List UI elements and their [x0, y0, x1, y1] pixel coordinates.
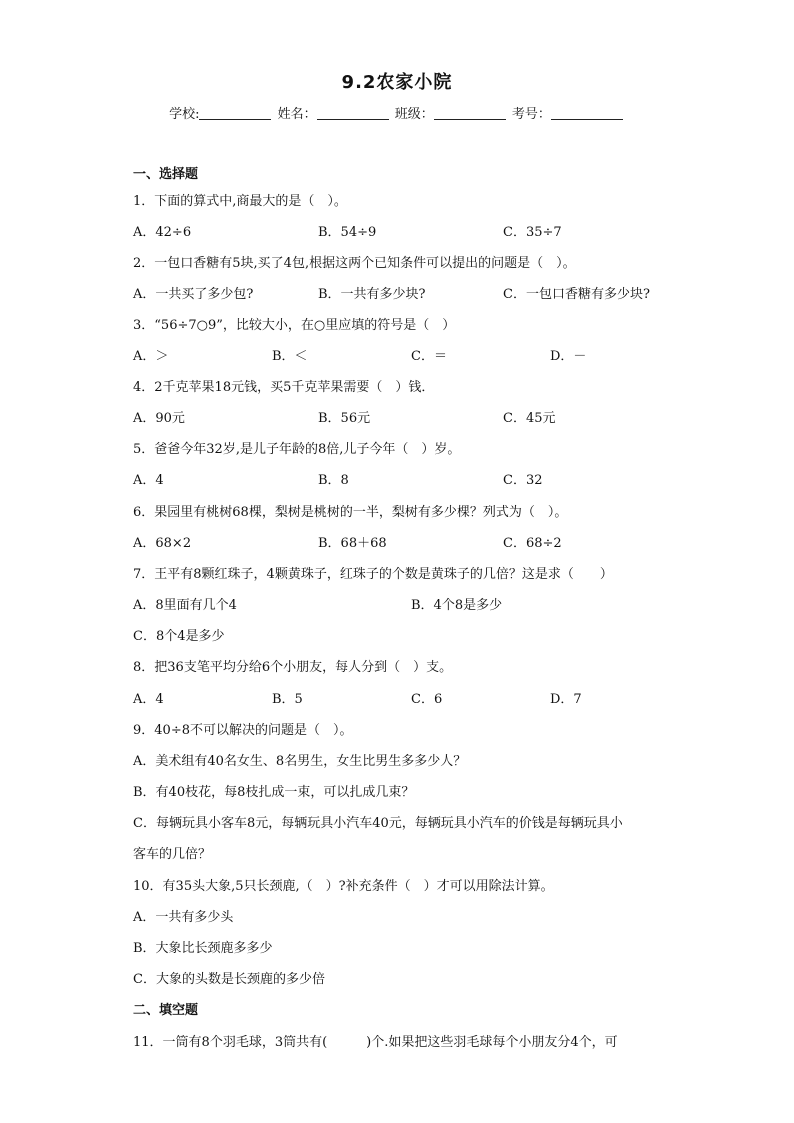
- question-2-option-b[interactable]: B．一共有多少块?: [318, 287, 426, 302]
- exam-number-label: 考号：: [511, 107, 551, 122]
- question-1-stem: 1．下面的算式中,商最大的是（ ）。: [133, 194, 347, 209]
- question-4-option-b[interactable]: B．56元: [318, 411, 371, 426]
- question-7-option-a[interactable]: A．8里面有几个4: [133, 598, 237, 613]
- question-4-option-c[interactable]: C．45元: [503, 411, 556, 426]
- question-8-option-d[interactable]: D．7: [550, 692, 582, 707]
- question-9-option-b[interactable]: B．有40枝花，每8枝扎成一束，可以扎成几束？: [133, 785, 415, 800]
- question-1-option-b[interactable]: B．54÷9: [318, 225, 377, 240]
- question-7-option-c[interactable]: C．8个4是多少: [133, 629, 225, 644]
- question-3-option-c[interactable]: C．＝: [411, 349, 447, 364]
- section-heading-choice: 一、选择题: [133, 167, 199, 182]
- question-10-stem: 10．有35头大象,5只长颈鹿,（ ）?补充条件（ ）才可以用除法计算。: [133, 879, 554, 894]
- question-7-option-b[interactable]: B．4个8是多少: [411, 598, 503, 613]
- question-9-option-a[interactable]: A．美术组有40名女生、8名男生，女生比男生多多少人？: [133, 754, 467, 769]
- question-6-option-b[interactable]: B．68＋68: [318, 536, 387, 551]
- question-8-stem: 8．把36支笔平均分给6个小朋友，每人分到（ ）支。: [133, 660, 453, 675]
- question-5-stem: 5．爸爸今年32岁,是儿子年龄的8倍,儿子今年（ ）岁。: [133, 442, 461, 457]
- class-label: 班级：: [394, 107, 434, 122]
- question-1-option-a[interactable]: A．42÷6: [133, 225, 192, 240]
- question-10-option-a[interactable]: A．一共有多少头: [133, 910, 234, 925]
- school-label: 学校:: [169, 107, 200, 122]
- question-10-option-b[interactable]: B．大象比长颈鹿多多少: [133, 941, 273, 956]
- question-2-option-a[interactable]: A．一共买了多少包?: [133, 287, 254, 302]
- question-8-option-b[interactable]: B．5: [272, 692, 303, 707]
- question-3-option-a[interactable]: A．＞: [133, 349, 169, 364]
- question-8-option-c[interactable]: C．6: [411, 692, 443, 707]
- question-3-stem: 3．“56÷7○9”，比较大小，在○里应填的符号是（ ）: [133, 318, 456, 333]
- question-6-stem: 6．果园里有桃树68棵，梨树是桃树的一半，梨树有多少棵？列式为（ ）。: [133, 505, 568, 520]
- student-info-line: [0, 103, 794, 122]
- question-5-option-b[interactable]: B．8: [318, 473, 349, 488]
- question-3-option-d[interactable]: D．－: [550, 349, 587, 364]
- question-3-option-b[interactable]: B．＜: [272, 349, 308, 364]
- name-blank[interactable]: [317, 106, 389, 120]
- question-9-option-c[interactable]: C．每辆玩具小客车8元，每辆玩具小汽车40元，每辆玩具小汽车的价钱是每辆玩具小: [133, 816, 623, 831]
- question-9-option-c-continued: 客车的几倍？: [133, 847, 212, 862]
- question-2-option-c[interactable]: C．一包口香糖有多少块?: [503, 287, 650, 302]
- question-7-stem: 7．王平有8颗红珠子，4颗黄珠子，红珠子的个数是黄珠子的几倍？这是求（ ）: [133, 567, 613, 582]
- name-label: 姓名：: [277, 107, 317, 122]
- question-6-option-a[interactable]: A．68×2: [133, 536, 192, 551]
- question-5-option-a[interactable]: A．4: [133, 473, 164, 488]
- class-blank[interactable]: [434, 106, 506, 120]
- page-title: 9.2农家小院: [341, 72, 453, 93]
- section-heading-fill-blank: 二、填空题: [133, 1003, 199, 1018]
- question-4-option-a[interactable]: A．90元: [133, 411, 185, 426]
- question-1-option-c[interactable]: C．35÷7: [503, 225, 562, 240]
- question-10-option-c[interactable]: C．大象的头数是长颈鹿的多少倍: [133, 972, 325, 987]
- question-11-stem: 11．一筒有8个羽毛球，3筒共有( )个.如果把这些羽毛球每个小朋友分4个，可: [133, 1035, 618, 1050]
- exam-number-blank[interactable]: [551, 106, 623, 120]
- school-blank[interactable]: [199, 106, 271, 120]
- question-5-option-c[interactable]: C．32: [503, 473, 543, 488]
- question-8-option-a[interactable]: A．4: [133, 692, 164, 707]
- question-6-option-c[interactable]: C．68÷2: [503, 536, 562, 551]
- question-4-stem: 4．2千克苹果18元钱，买5千克苹果需要（ ）钱．: [133, 380, 435, 395]
- question-2-stem: 2．一包口香糖有5块,买了4包,根据这两个已知条件可以提出的问题是（ ）。: [133, 256, 576, 271]
- question-9-stem: 9．40÷8不可以解决的问题是（ ）。: [133, 723, 353, 738]
